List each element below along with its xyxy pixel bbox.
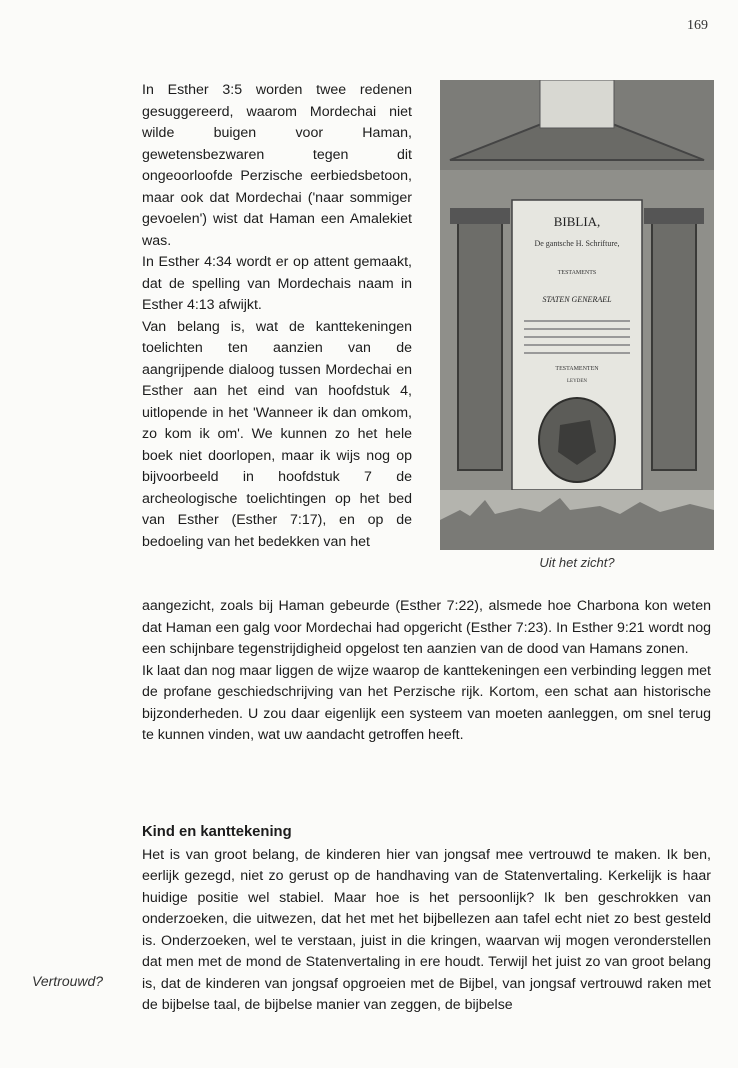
engraving-title: BIBLIA, [553,214,601,229]
paragraph-esther-3-5: In Esther 3:5 worden twee redenen gesuggereerd, waarom Mordechai niet wilde buigen voor Haman, gewetensbezwaren tegen dit ongeoorloofde Perzische eerbiedsbetoon, maar ook dat Mordechai ('naar sommiger gevoelen') wist dat Haman een Amalekiet was. [142,82,412,249]
margin-note: Vertrouwd? [32,973,104,989]
paragraph-children: Het is van groot belang, de kinderen hier van jongsaf mee vertrouwd te maken. Ik ben, eerlijk gezegd, niet zo gerust op de handhaving van de Statenvertaling. Kerkelijk is haar huidige positie wel stabiel. Maar hoe is het persoonlijk? Ik ben geschrokken van onderzoeken, die uitwezen, dat het met het bijbellezen aan tafel echt niet zo best gesteld is. Onderzoeken, wel te verstaan, juist in die kringen, waarvan wij mogen veronderstellen dat men met de mond de Statenvertaling in ere houdt. Terwijl het juist zo van groot belang is, dat de kinderen van jongsaf opgroeien met de Bijbel, van jongsaf vertrouwd raken met de bijbelse taal, de bijbelse manier van zeggen, de bijbelse [142,846,711,1013]
paragraph-dialogue: Van belang is, wat de kanttekeningen toelichten ten aanzien van de aangrijpende dialoog tussen Mordechai en Esther aan het eind van hoofdstuk 4, uitlopende in het 'Wanneer ik dan omkom, zo kom ik om'. We kunnen zo het hele boek niet doorlopen, maar ik wijs nog op bijvoorbeeld in hoofdstuk 7 de archeologische toelichtingen op het bed van Esther (Esther 7:17), en op de bedoeling van het bedekken van het [142,318,412,550]
paragraph-charbona: aangezicht, zoals bij Haman gebeurde (Esther 7:22), alsmede hoe Charbona kon weten dat Haman een galg voor Mordechai had opgericht (Esther 7:23). In Esther 9:21 wordt nog een schijnbare tegenstrijdigheid opgelost ten aanzien van de dood van Hamans zonen. [142,598,711,657]
section-heading: Kind en kanttekening [142,824,292,840]
svg-text:De gantsche H. Schrifture,: De gantsche H. Schrifture, [534,239,620,248]
svg-text:TESTAMENTS: TESTAMENTS [557,270,597,276]
title-page-engraving [440,80,714,550]
svg-text:LEYDEN: LEYDEN [567,379,587,384]
narrow-text-column [142,80,412,553]
paragraph-esther-4-34: In Esther 4:34 wordt er op attent gemaakt, dat de spelling van Mordechais naam in Esther 4:13 afwijkt. [142,254,412,313]
engraving-illustration [440,80,714,550]
page-number: 169 [687,18,708,33]
svg-text:STATEN GENERAEL: STATEN GENERAEL [542,295,612,304]
paragraph-profane-history: Ik laat dan nog maar liggen de wijze waarop de kanttekeningen een verbinding leggen met de profane geschiedschrijving van het Perzische rijk. Kortom, een schat aan historische bijzonderheden. U zou daar eigenlijk een systeem van moeten aanleggen, om snel terug te kunnen vinden, wat uw aandacht getroffen heeft. [142,662,711,743]
svg-text:TESTAMENTEN: TESTAMENTEN [555,366,599,372]
wide-text-block [142,596,711,747]
section-kind-en-kanttekening [142,822,711,1017]
figure-caption: Uit het zicht? [539,555,615,570]
